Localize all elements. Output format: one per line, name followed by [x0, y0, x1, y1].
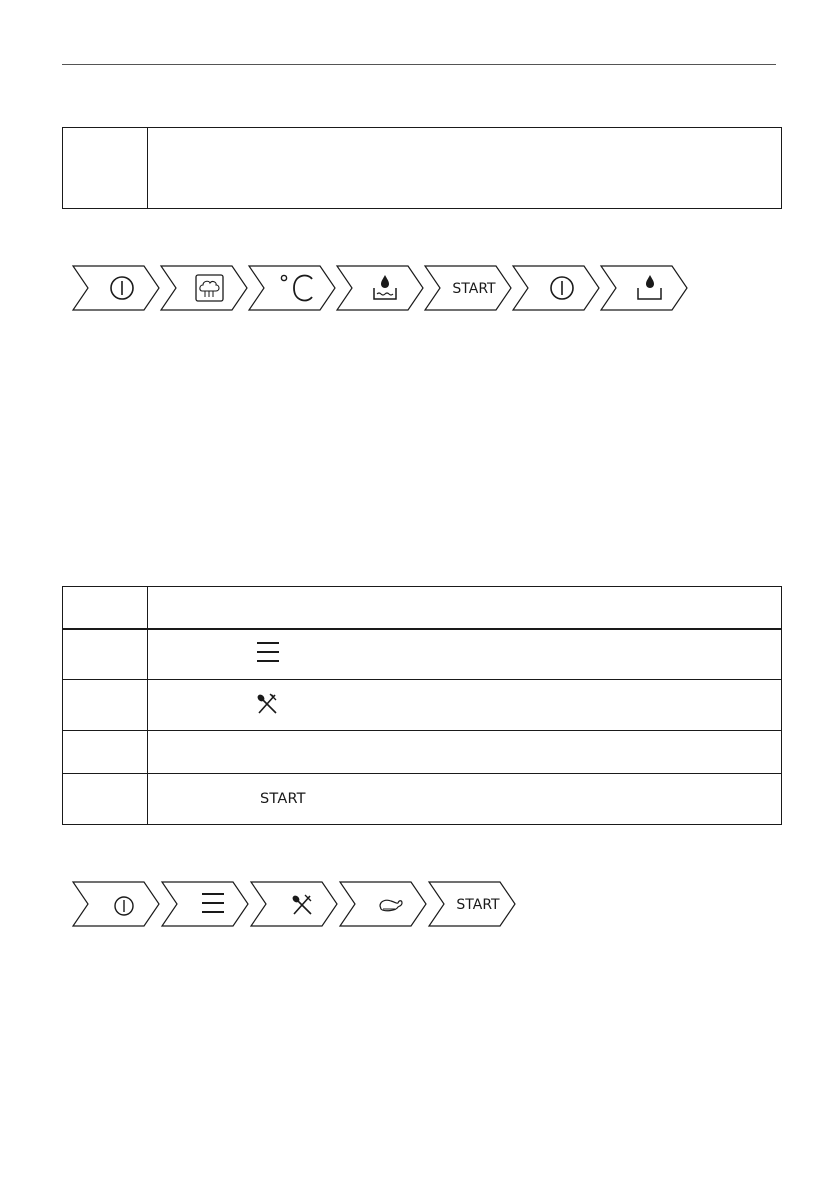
table-row-divider	[63, 679, 781, 680]
table-row-divider	[63, 730, 781, 731]
start-label: START	[456, 897, 500, 913]
step-water-tank-empty	[601, 266, 687, 310]
step-water-tank-fill	[337, 266, 423, 310]
table-start-label: START	[260, 791, 306, 807]
step-power-off	[513, 266, 599, 310]
step-menu	[162, 882, 248, 926]
step-start	[425, 266, 511, 310]
step-assisted-cooking	[251, 882, 337, 926]
table-header-divider	[63, 628, 781, 630]
menu-icon	[256, 641, 280, 663]
step-steam-function	[161, 266, 247, 310]
step-flow-2	[70, 879, 530, 929]
step-flow-1	[70, 263, 700, 313]
info-box-divider	[147, 128, 148, 208]
info-box	[62, 127, 782, 209]
step-start	[429, 882, 515, 926]
header-rule	[62, 64, 776, 65]
step-power	[73, 266, 159, 310]
step-power	[73, 882, 159, 926]
assisted-cooking-icon	[256, 693, 278, 715]
start-label: START	[452, 281, 496, 297]
step-temperature	[249, 266, 335, 310]
step-poultry	[340, 882, 426, 926]
steps-table	[62, 586, 782, 825]
table-row-divider	[63, 773, 781, 774]
table-column-divider	[147, 587, 148, 824]
